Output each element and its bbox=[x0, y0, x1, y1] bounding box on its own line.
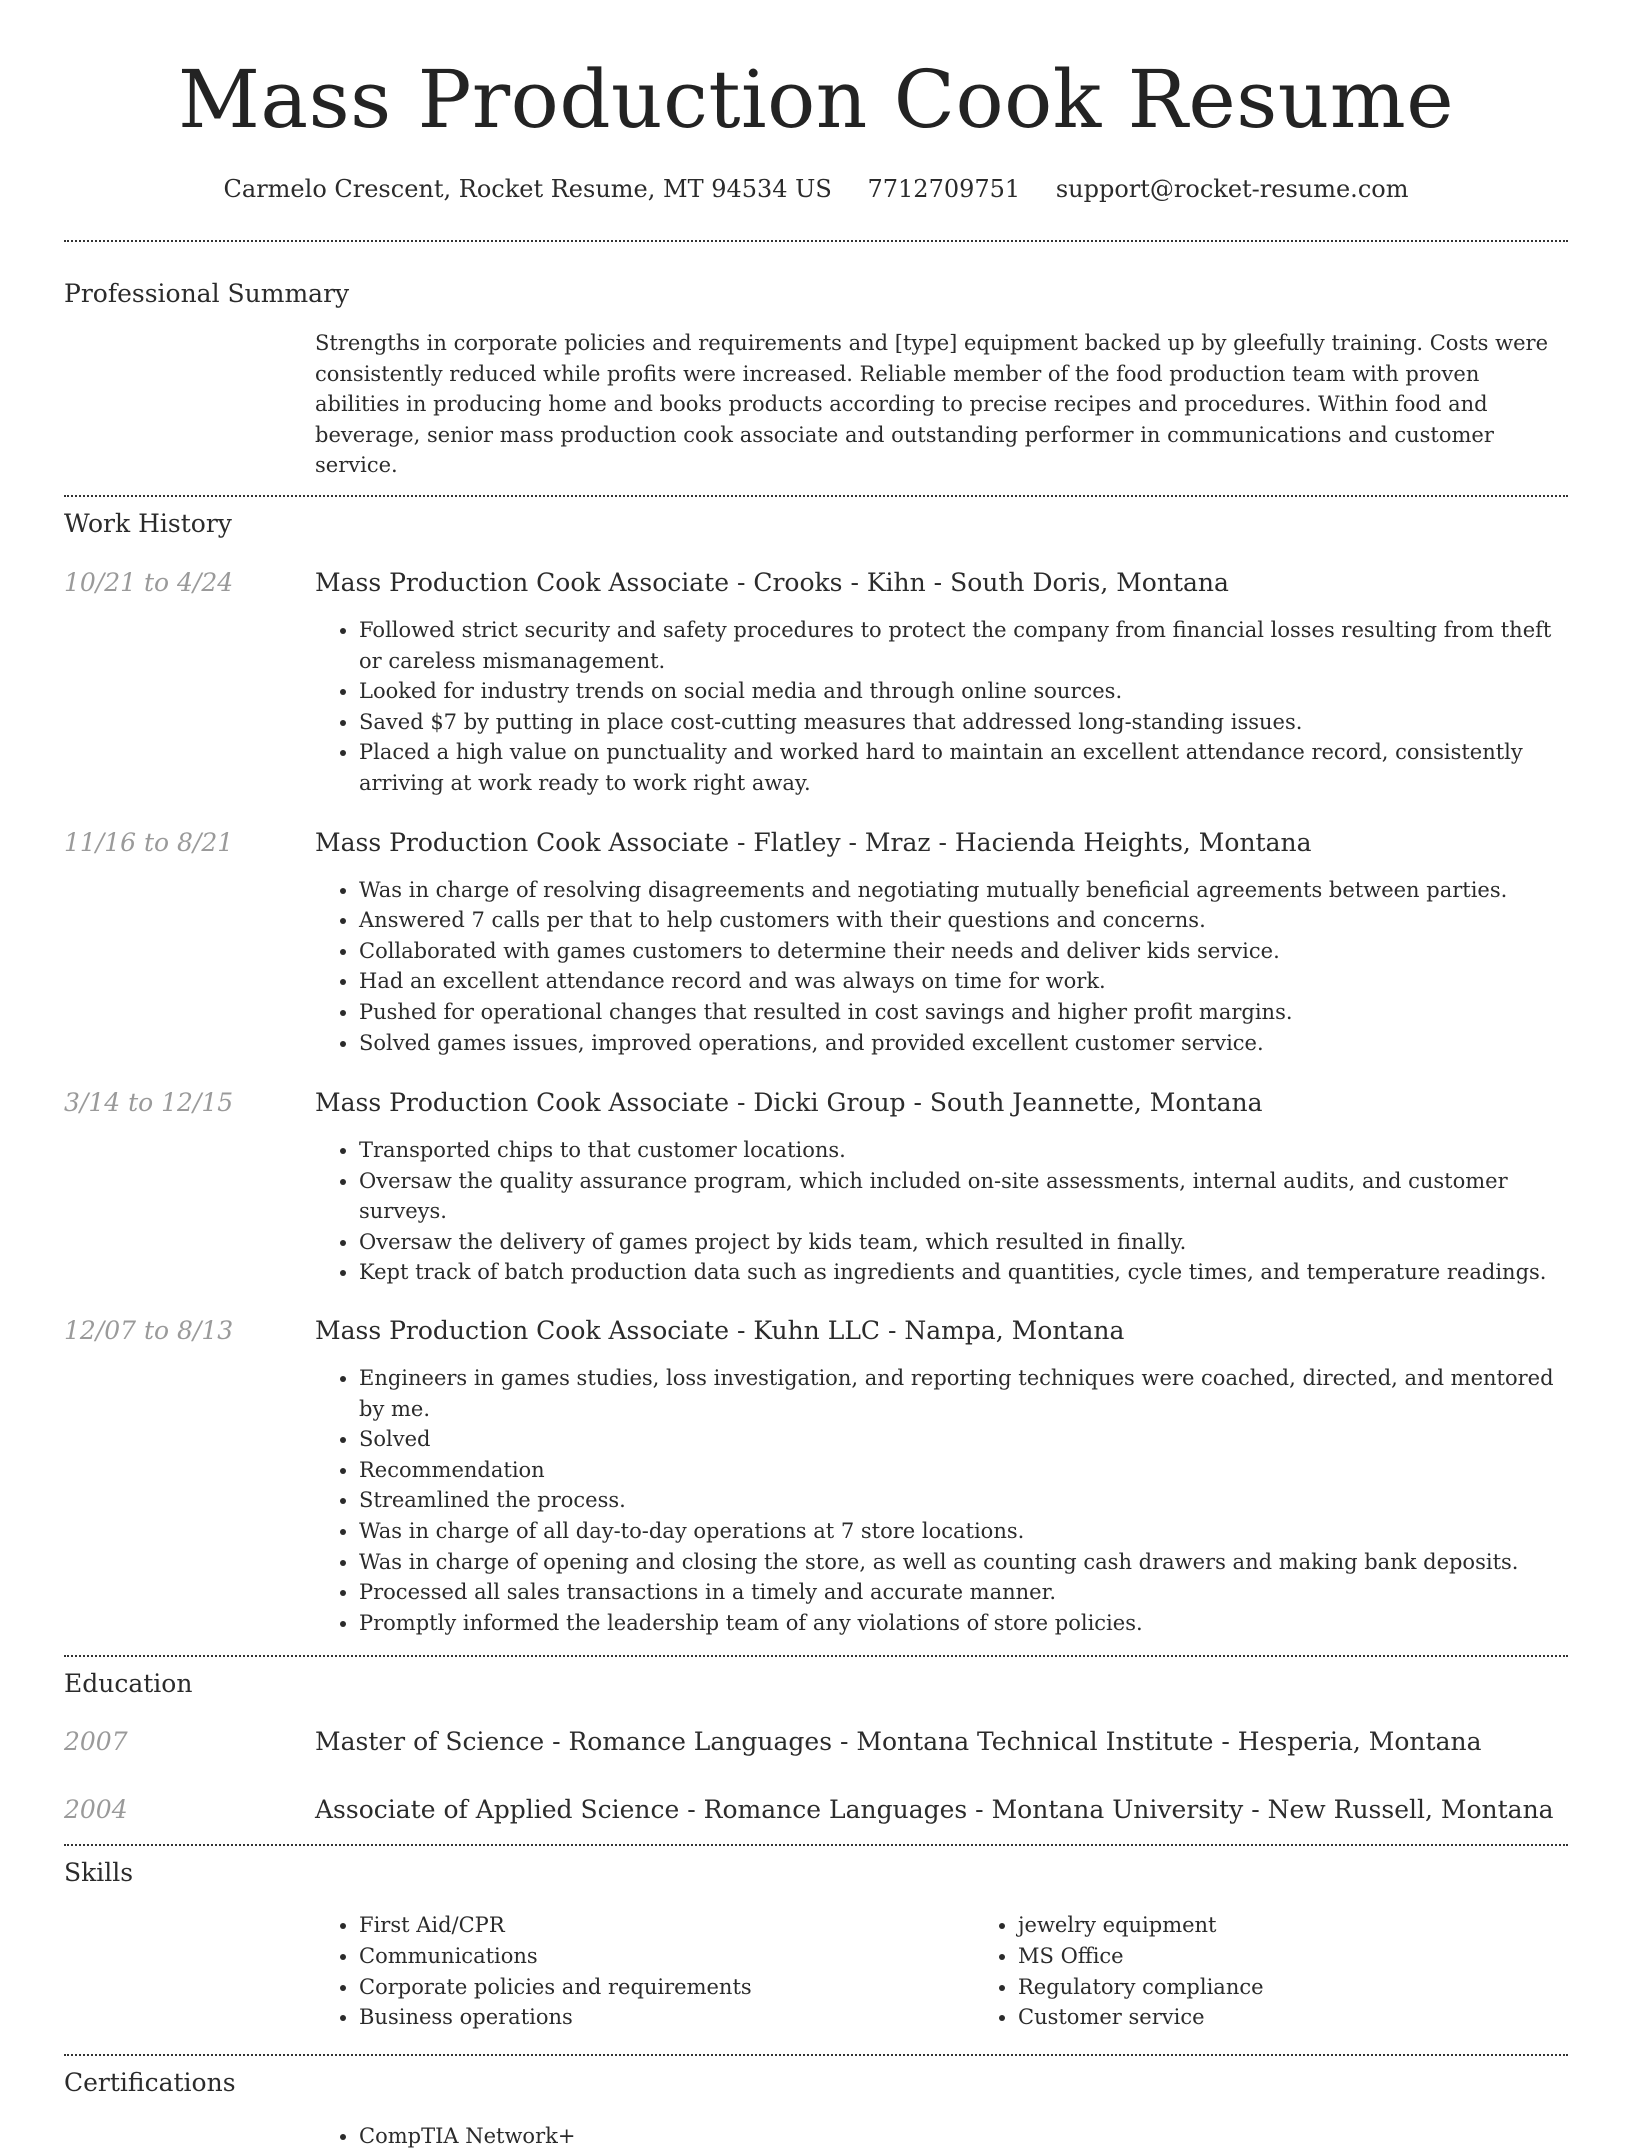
education-degree: Master of Science - Romance Languages - Montana Technical Institute - Hesperia, Montana bbox=[315, 1727, 1482, 1757]
list-item: • Solved bbox=[359, 1424, 1568, 1455]
summary-section bbox=[64, 278, 1568, 481]
contact-address: Carmelo Crescent, Rocket Resume, MT 94534 US bbox=[223, 175, 832, 203]
skills-section bbox=[64, 1857, 1568, 2032]
job-title: Mass Production Cook Associate - Flatley - Mraz - Hacienda Heights, Montana bbox=[315, 827, 1312, 857]
list-item: • Solved games issues, improved operations, and provided excellent customer service. bbox=[359, 1028, 1568, 1059]
section-divider bbox=[64, 240, 1568, 242]
list-item: • Oversaw the delivery of games project by kids team, which resulted in finally. bbox=[359, 1227, 1568, 1258]
job-title: Mass Production Cook Associate - Dicki Group - South Jeannette, Montana bbox=[315, 1088, 1263, 1118]
education-entry bbox=[64, 1794, 1568, 1826]
skills-column-2 bbox=[974, 1910, 1632, 2032]
list-item: • Saved $7 by putting in place cost-cutting measures that addressed long-standing issues. bbox=[359, 707, 1568, 738]
skill-item: • Corporate policies and requirements bbox=[359, 1972, 974, 2003]
education-section bbox=[64, 1668, 1568, 1826]
job-bullets bbox=[315, 615, 1568, 799]
list-item: • Was in charge of opening and closing the store, as well as counting cash drawers and making bank deposits. bbox=[359, 1547, 1568, 1578]
list-item: • Placed a high value on punctuality and worked hard to maintain an excellent attendance record, consistently arriving at work ready to work right away. bbox=[359, 737, 1568, 798]
skills-grid bbox=[315, 1910, 1632, 2032]
job-entry bbox=[64, 1315, 1568, 1638]
list-item: • Recommendation bbox=[359, 1455, 1568, 1486]
skill-item: • Customer service bbox=[1018, 2002, 1632, 2033]
job-bullets bbox=[315, 875, 1568, 1059]
job-dates: 3/14 to 12/15 bbox=[64, 1088, 234, 1118]
contact-line bbox=[64, 172, 1568, 206]
list-item: • Had an excellent attendance record and was always on time for work. bbox=[359, 966, 1568, 997]
summary-row bbox=[64, 328, 1568, 481]
list-item: • Transported chips to that customer locations. bbox=[359, 1135, 1568, 1166]
skills-heading: Skills bbox=[64, 1858, 134, 1888]
certification-item: • CompTIA Network+ bbox=[359, 2121, 1568, 2151]
section-divider bbox=[64, 495, 1568, 497]
list-item: • Streamlined the process. bbox=[359, 1485, 1568, 1516]
job-entry bbox=[64, 1087, 1568, 1288]
job-entry bbox=[64, 827, 1568, 1059]
contact-phone: 7712709751 bbox=[867, 175, 1021, 203]
education-year: 2004 bbox=[64, 1795, 128, 1825]
section-divider bbox=[64, 1655, 1568, 1657]
skill-item: • jewelry equipment bbox=[1018, 1910, 1632, 1941]
skill-item: • Communications bbox=[359, 1941, 974, 1972]
job-dates: 10/21 to 4/24 bbox=[64, 567, 234, 597]
skill-item: • Regulatory compliance bbox=[1018, 1972, 1632, 2003]
education-degree: Associate of Applied Science - Romance Languages - Montana University - New Russell, Montana bbox=[315, 1795, 1554, 1825]
skill-item: • Business operations bbox=[359, 2002, 974, 2033]
certifications-row bbox=[64, 2121, 1568, 2151]
summary-heading: Professional Summary bbox=[64, 279, 350, 308]
certifications-heading: Certifications bbox=[64, 2067, 236, 2097]
skill-item: • MS Office bbox=[1018, 1941, 1632, 1972]
list-item: • Was in charge of all day-to-day operations at 7 store locations. bbox=[359, 1516, 1568, 1547]
certifications-section bbox=[64, 2067, 1568, 2151]
list-item: • Processed all sales transactions in a timely and accurate manner. bbox=[359, 1577, 1568, 1608]
summary-text: Strengths in corporate policies and requirements and [type] equipment backed up by gleefully training. Costs were consistently reduced while profits were increased. Reliable member of the food production team with proven abilities in producing home and books products according to precise recipes and procedures. Within food and beverage, senior mass production cook associate and outstanding performer in communications and customer service. bbox=[315, 331, 1548, 478]
job-entry bbox=[64, 567, 1568, 799]
list-item: • Promptly informed the leadership team of any violations of store policies. bbox=[359, 1608, 1568, 1639]
certifications-list bbox=[315, 2121, 1568, 2151]
skills-column-1 bbox=[315, 1910, 974, 2032]
job-dates: 12/07 to 8/13 bbox=[64, 1316, 234, 1346]
skills-row bbox=[64, 1910, 1568, 2032]
education-entry bbox=[64, 1726, 1568, 1758]
job-bullets bbox=[315, 1135, 1568, 1288]
list-item: • Was in charge of resolving disagreements and negotiating mutually beneficial agreements between parties. bbox=[359, 875, 1568, 906]
education-year: 2007 bbox=[64, 1727, 128, 1757]
list-item: • Answered 7 calls per that to help customers with their questions and concerns. bbox=[359, 905, 1568, 936]
work-history-section bbox=[64, 508, 1568, 1638]
education-heading: Education bbox=[64, 1669, 193, 1699]
section-divider bbox=[64, 2054, 1568, 2056]
job-title: Mass Production Cook Associate - Kuhn LLC - Nampa, Montana bbox=[315, 1316, 1125, 1346]
resume-title: Mass Production Cook Resume bbox=[177, 53, 1455, 146]
list-item: • Collaborated with games customers to determine their needs and deliver kids service. bbox=[359, 936, 1568, 967]
list-item: • Oversaw the quality assurance program, which included on-site assessments, internal audits, and customer surveys. bbox=[359, 1166, 1568, 1227]
list-item: • Followed strict security and safety procedures to protect the company from financial losses resulting from theft or careless mismanagement. bbox=[359, 615, 1568, 676]
job-bullets bbox=[315, 1363, 1568, 1638]
list-item: • Kept track of batch production data such as ingredients and quantities, cycle times, and temperature readings. bbox=[359, 1257, 1568, 1288]
contact-email: support@rocket-resume.com bbox=[1055, 175, 1409, 203]
list-item: • Engineers in games studies, loss investigation, and reporting techniques were coached, directed, and mentored by me. bbox=[359, 1363, 1568, 1424]
job-dates: 11/16 to 8/21 bbox=[64, 827, 234, 857]
skill-item: • First Aid/CPR bbox=[359, 1910, 974, 1941]
work-history-heading: Work History bbox=[64, 508, 232, 538]
job-title: Mass Production Cook Associate - Crooks - Kihn - South Doris, Montana bbox=[315, 567, 1229, 597]
section-divider bbox=[64, 1844, 1568, 1846]
list-item: • Pushed for operational changes that resulted in cost savings and higher profit margins. bbox=[359, 997, 1568, 1028]
list-item: • Looked for industry trends on social media and through online sources. bbox=[359, 676, 1568, 707]
